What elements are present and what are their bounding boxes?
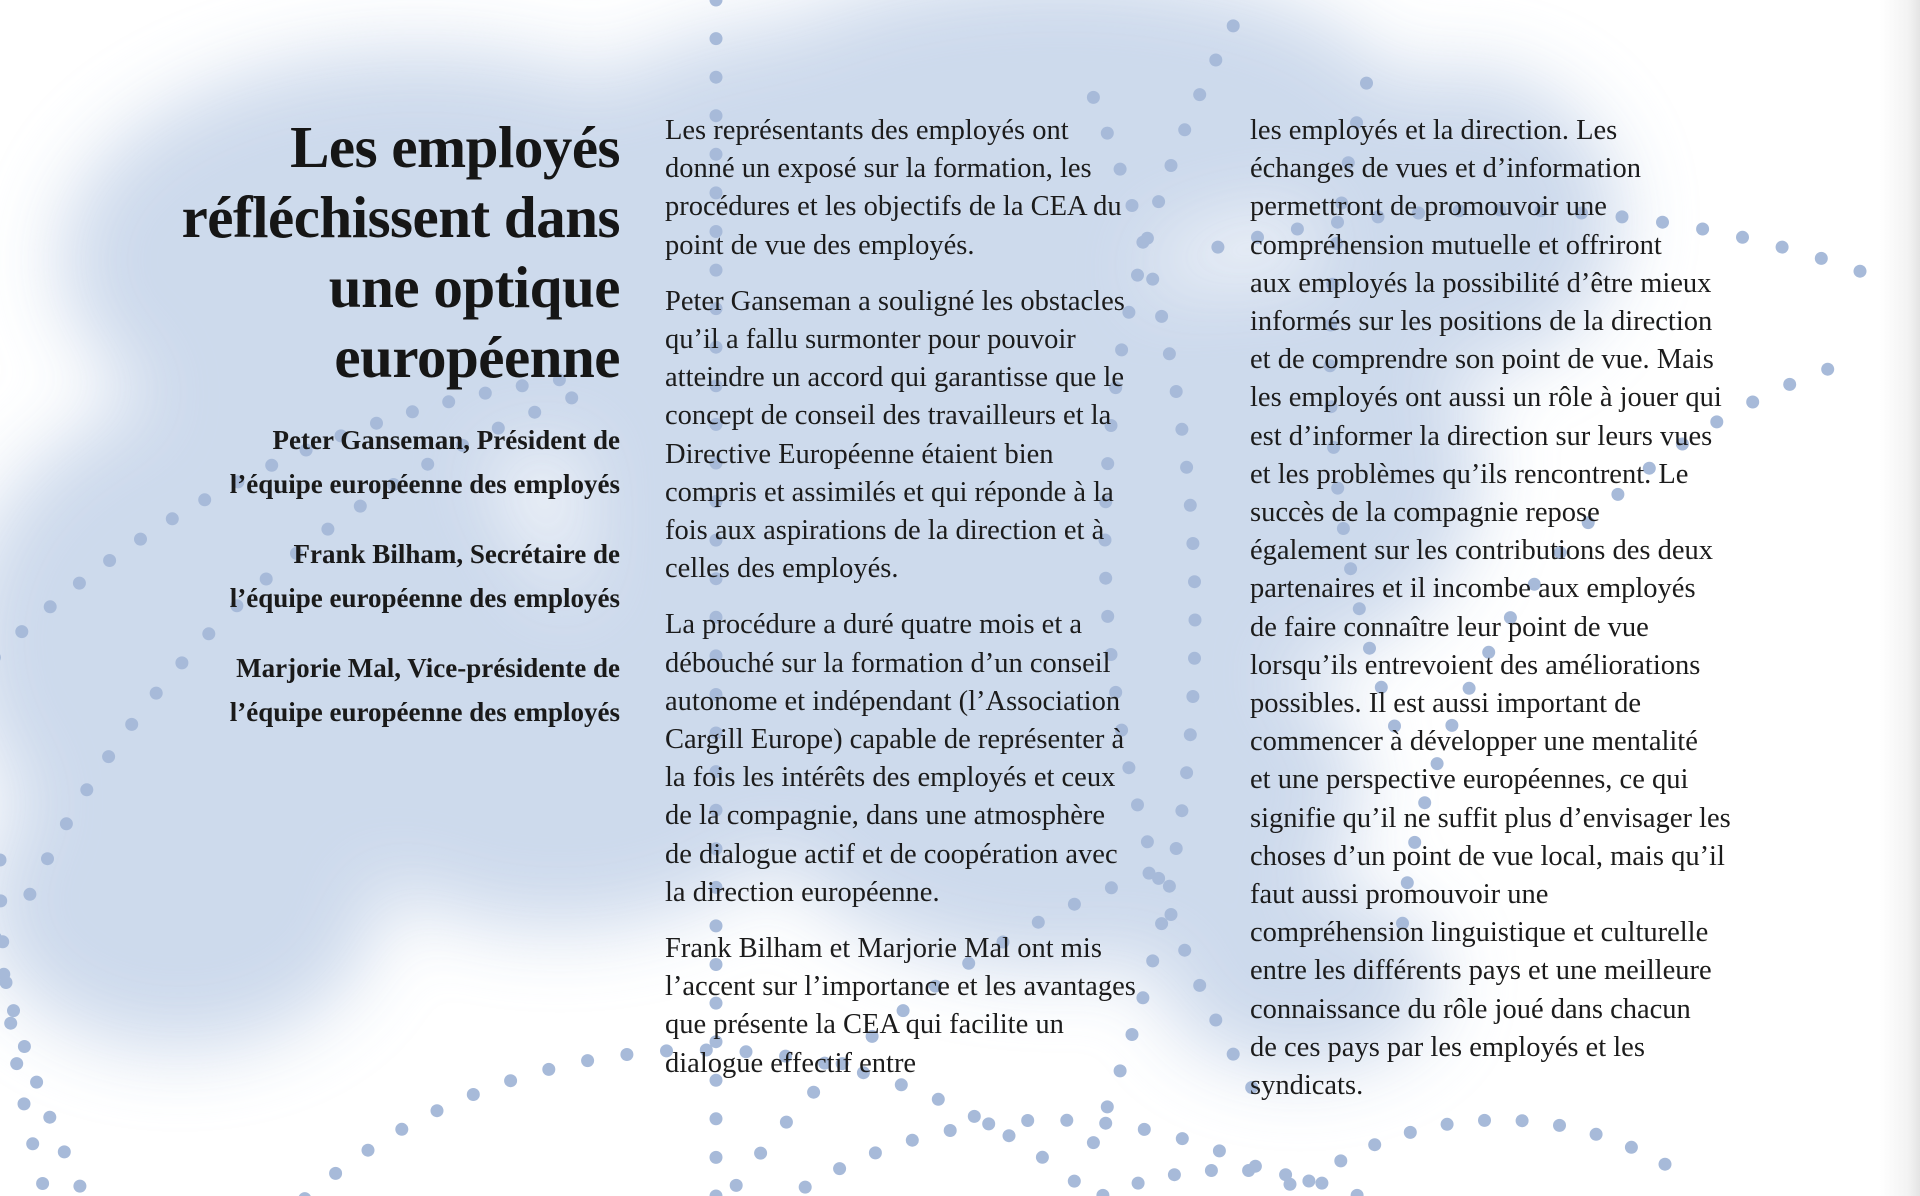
text-line: informés sur les positions de la direction xyxy=(1250,306,1713,338)
text-line: donné un exposé sur la formation, les xyxy=(665,153,1092,185)
text-line: procédures et les objectifs de la CEA du xyxy=(665,191,1122,223)
text-line: atteindre un accord qui garantisse que le xyxy=(665,362,1124,394)
body-column-2 xyxy=(1250,112,1810,1123)
author-team: l’équipe européenne des employés xyxy=(229,583,620,613)
text-line: Directive Européenne étaient bien xyxy=(665,438,1054,470)
text-line: compris et assimilés et qui réponde à la xyxy=(665,476,1114,508)
page-edge-shadow xyxy=(1880,0,1920,1196)
text-line: syndicats. xyxy=(1250,1070,1364,1102)
text-line: faut aussi promouvoir une xyxy=(1250,879,1549,911)
body-paragraph xyxy=(665,606,1220,912)
text-line: La procédure a duré quatre mois et a xyxy=(665,609,1083,641)
text-line: et les problèmes qu’ils rencontrent. Le xyxy=(1250,458,1689,490)
text-line: choses d’un point de vue local, mais qu’il xyxy=(1250,840,1725,872)
text-line: également sur les contributions des deux xyxy=(1250,535,1714,567)
text-line: de faire connaître leur point de vue xyxy=(1250,611,1649,643)
text-line: aux employés la possibilité d’être mieux xyxy=(1250,267,1712,299)
text-line: les employés et la direction. Les xyxy=(1250,115,1618,146)
text-line: que présente la CEA qui facilite un xyxy=(665,1009,1064,1041)
author-name-role: Frank Bilham, Secrétaire de xyxy=(293,539,620,569)
author-list xyxy=(80,418,620,760)
text-line: Les représentants des employés ont xyxy=(665,115,1069,146)
text-line: qu’il a fallu surmonter pour pouvoir xyxy=(665,324,1076,356)
text-line: Frank Bilham et Marjorie Mal ont mis xyxy=(665,933,1102,965)
text-line: partenaires et il incombe aux employés xyxy=(1250,573,1696,605)
text-line: lorsqu’ils entrevoient des améliorations xyxy=(1250,649,1701,681)
text-line: compréhension mutuelle et offriront xyxy=(1250,229,1662,261)
title-line: européenne xyxy=(334,324,620,390)
author-credit xyxy=(80,532,620,620)
author-team: l’équipe européenne des employés xyxy=(229,469,620,499)
author-name-role: Marjorie Mal, Vice-présidente de xyxy=(236,653,620,683)
text-line: et une perspective européennes, ce qui xyxy=(1250,764,1689,796)
author-credit xyxy=(80,646,620,734)
text-line: succès de la compagnie repose xyxy=(1250,497,1600,529)
title-line: une optique xyxy=(328,254,620,320)
text-line: Cargill Europe) capable de représenter à xyxy=(665,724,1125,756)
body-paragraph xyxy=(665,930,1220,1083)
text-line: concept de conseil des travailleurs et la xyxy=(665,400,1112,432)
body-column-1 xyxy=(665,112,1220,1101)
article-title xyxy=(80,112,620,392)
text-line: permettront de promouvoir une xyxy=(1250,191,1607,223)
text-line: les employés ont aussi un rôle à jouer qui xyxy=(1250,382,1722,414)
text-line: point de vue des employés. xyxy=(665,229,975,261)
text-line: de dialogue actif et de coopération avec xyxy=(665,838,1118,870)
title-line: réfléchissent dans xyxy=(181,184,620,250)
body-paragraph xyxy=(665,112,1220,265)
text-line: échanges de vues et d’information xyxy=(1250,153,1641,185)
text-line: celles des employés. xyxy=(665,553,899,585)
text-line: signifie qu’il ne suffit plus d’envisager les xyxy=(1250,802,1731,834)
text-line: de la compagnie, dans une atmosphère xyxy=(665,800,1106,832)
text-line: autonome et indépendant (l’Association xyxy=(665,685,1121,717)
text-line: compréhension linguistique et culturelle xyxy=(1250,917,1709,949)
author-name-role: Peter Ganseman, Président de xyxy=(272,425,620,455)
text-line: entre les différents pays et une meilleure xyxy=(1250,955,1712,987)
text-line: est d’informer la direction sur leurs vues xyxy=(1250,420,1713,452)
text-line: la direction européenne. xyxy=(665,876,940,908)
text-line: fois aux aspirations de la direction et à xyxy=(665,515,1105,547)
author-credit xyxy=(80,418,620,506)
text-line: commencer à développer une mentalité xyxy=(1250,726,1698,758)
text-line: débouché sur la formation d’un conseil xyxy=(665,647,1111,679)
text-line: l’accent sur l’importance et les avantages xyxy=(665,971,1136,1003)
text-line: la fois les intérêts des employés et ceux xyxy=(665,762,1116,794)
author-team: l’équipe européenne des employés xyxy=(229,697,620,727)
body-paragraph xyxy=(665,283,1220,589)
text-line: Peter Ganseman a souligné les obstacles xyxy=(665,285,1125,317)
text-line: connaissance du rôle joué dans chacun xyxy=(1250,993,1691,1025)
text-line: possibles. Il est aussi important de xyxy=(1250,688,1642,720)
title-line: Les employés xyxy=(290,114,620,180)
body-paragraph xyxy=(1250,112,1810,1105)
text-line: dialogue effectif entre xyxy=(665,1047,917,1079)
text-line: de ces pays par les employés et les xyxy=(1250,1031,1645,1063)
text-line: et de comprendre son point de vue. Mais xyxy=(1250,344,1714,376)
